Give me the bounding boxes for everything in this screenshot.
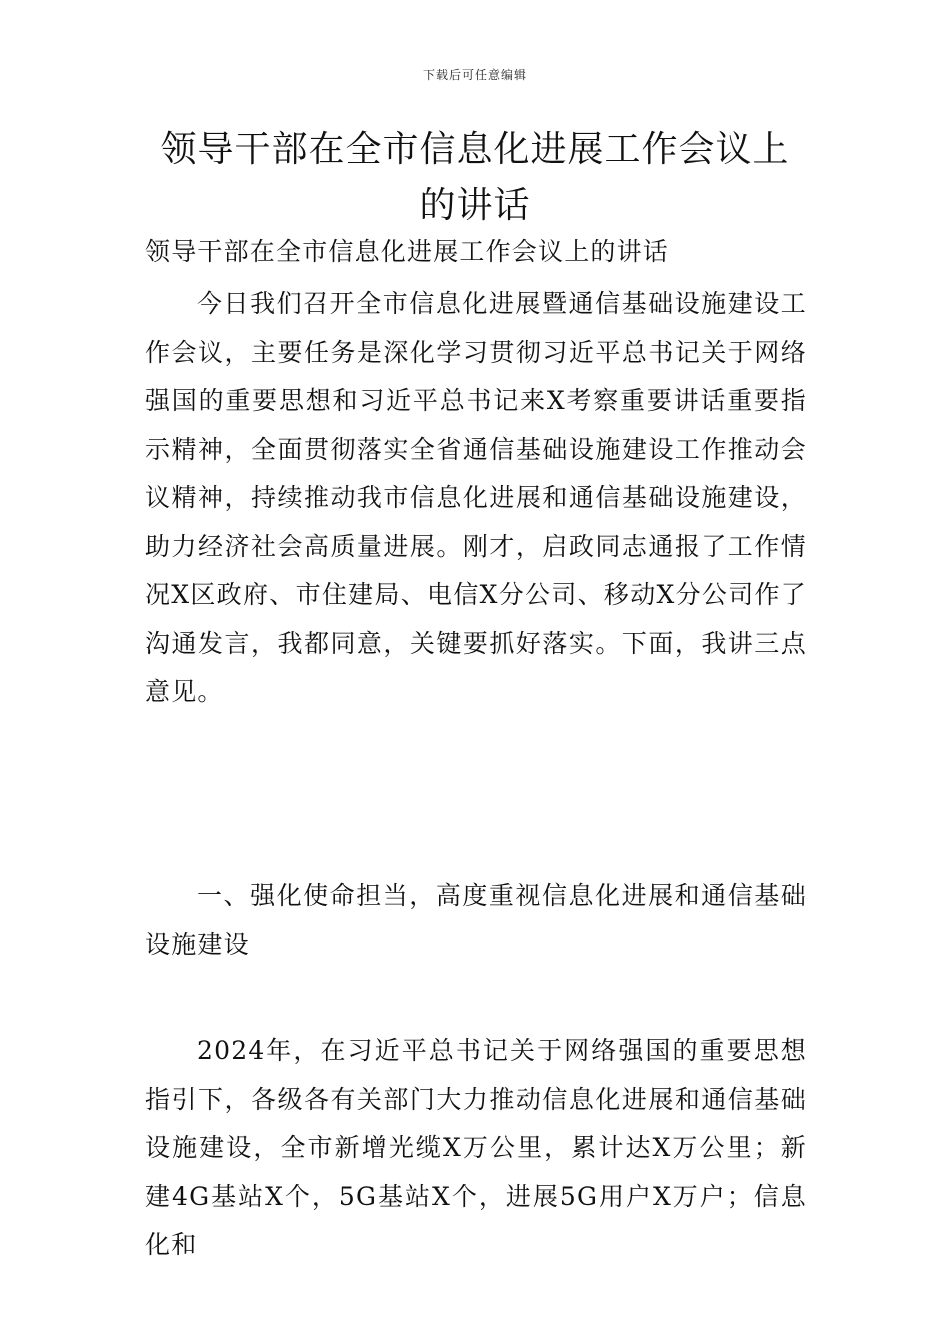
paragraph-intro: 今日我们召开全市信息化进展暨通信基础设施建设工作会议，主要任务是深化学习贯彻习近平总书记关于网络强国的重要思想和习近平总书记来X考察重要讲话重要指示精神，全面贯彻落实全省通信基础设施建设工作推动会议精神，持续推动我市信息化进展和通信基础设施建设，助力经济社会高质量进展。刚才，启政同志通报了工作情况X区政府、市住建局、电信X分公司、移动X分公司作了沟通发言，我都同意，关键要抓好落实。下面，我讲三点意见。 [145, 289, 807, 706]
paragraph-section-1: 2024年，在习近平总书记关于网络强国的重要思想指引下，各级各有关部门大力推动信息化进展和通信基础设施建设，全市新增光缆X万公里，累计达X万公里；新建4G基站X个，5G基站X个，进展5G用户X万户；信息化和 [145, 1036, 807, 1259]
section-heading-1: 一、强化使命担当，高度重视信息化进展和通信基础设施建设 [145, 881, 807, 959]
document-subtitle: 领导干部在全市信息化进展工作会议上的讲话 [145, 237, 670, 266]
header-note: 下载后可任意编辑 [422, 68, 527, 82]
document-title: 领导干部在全市信息化进展工作会议上的讲话 [160, 129, 790, 226]
